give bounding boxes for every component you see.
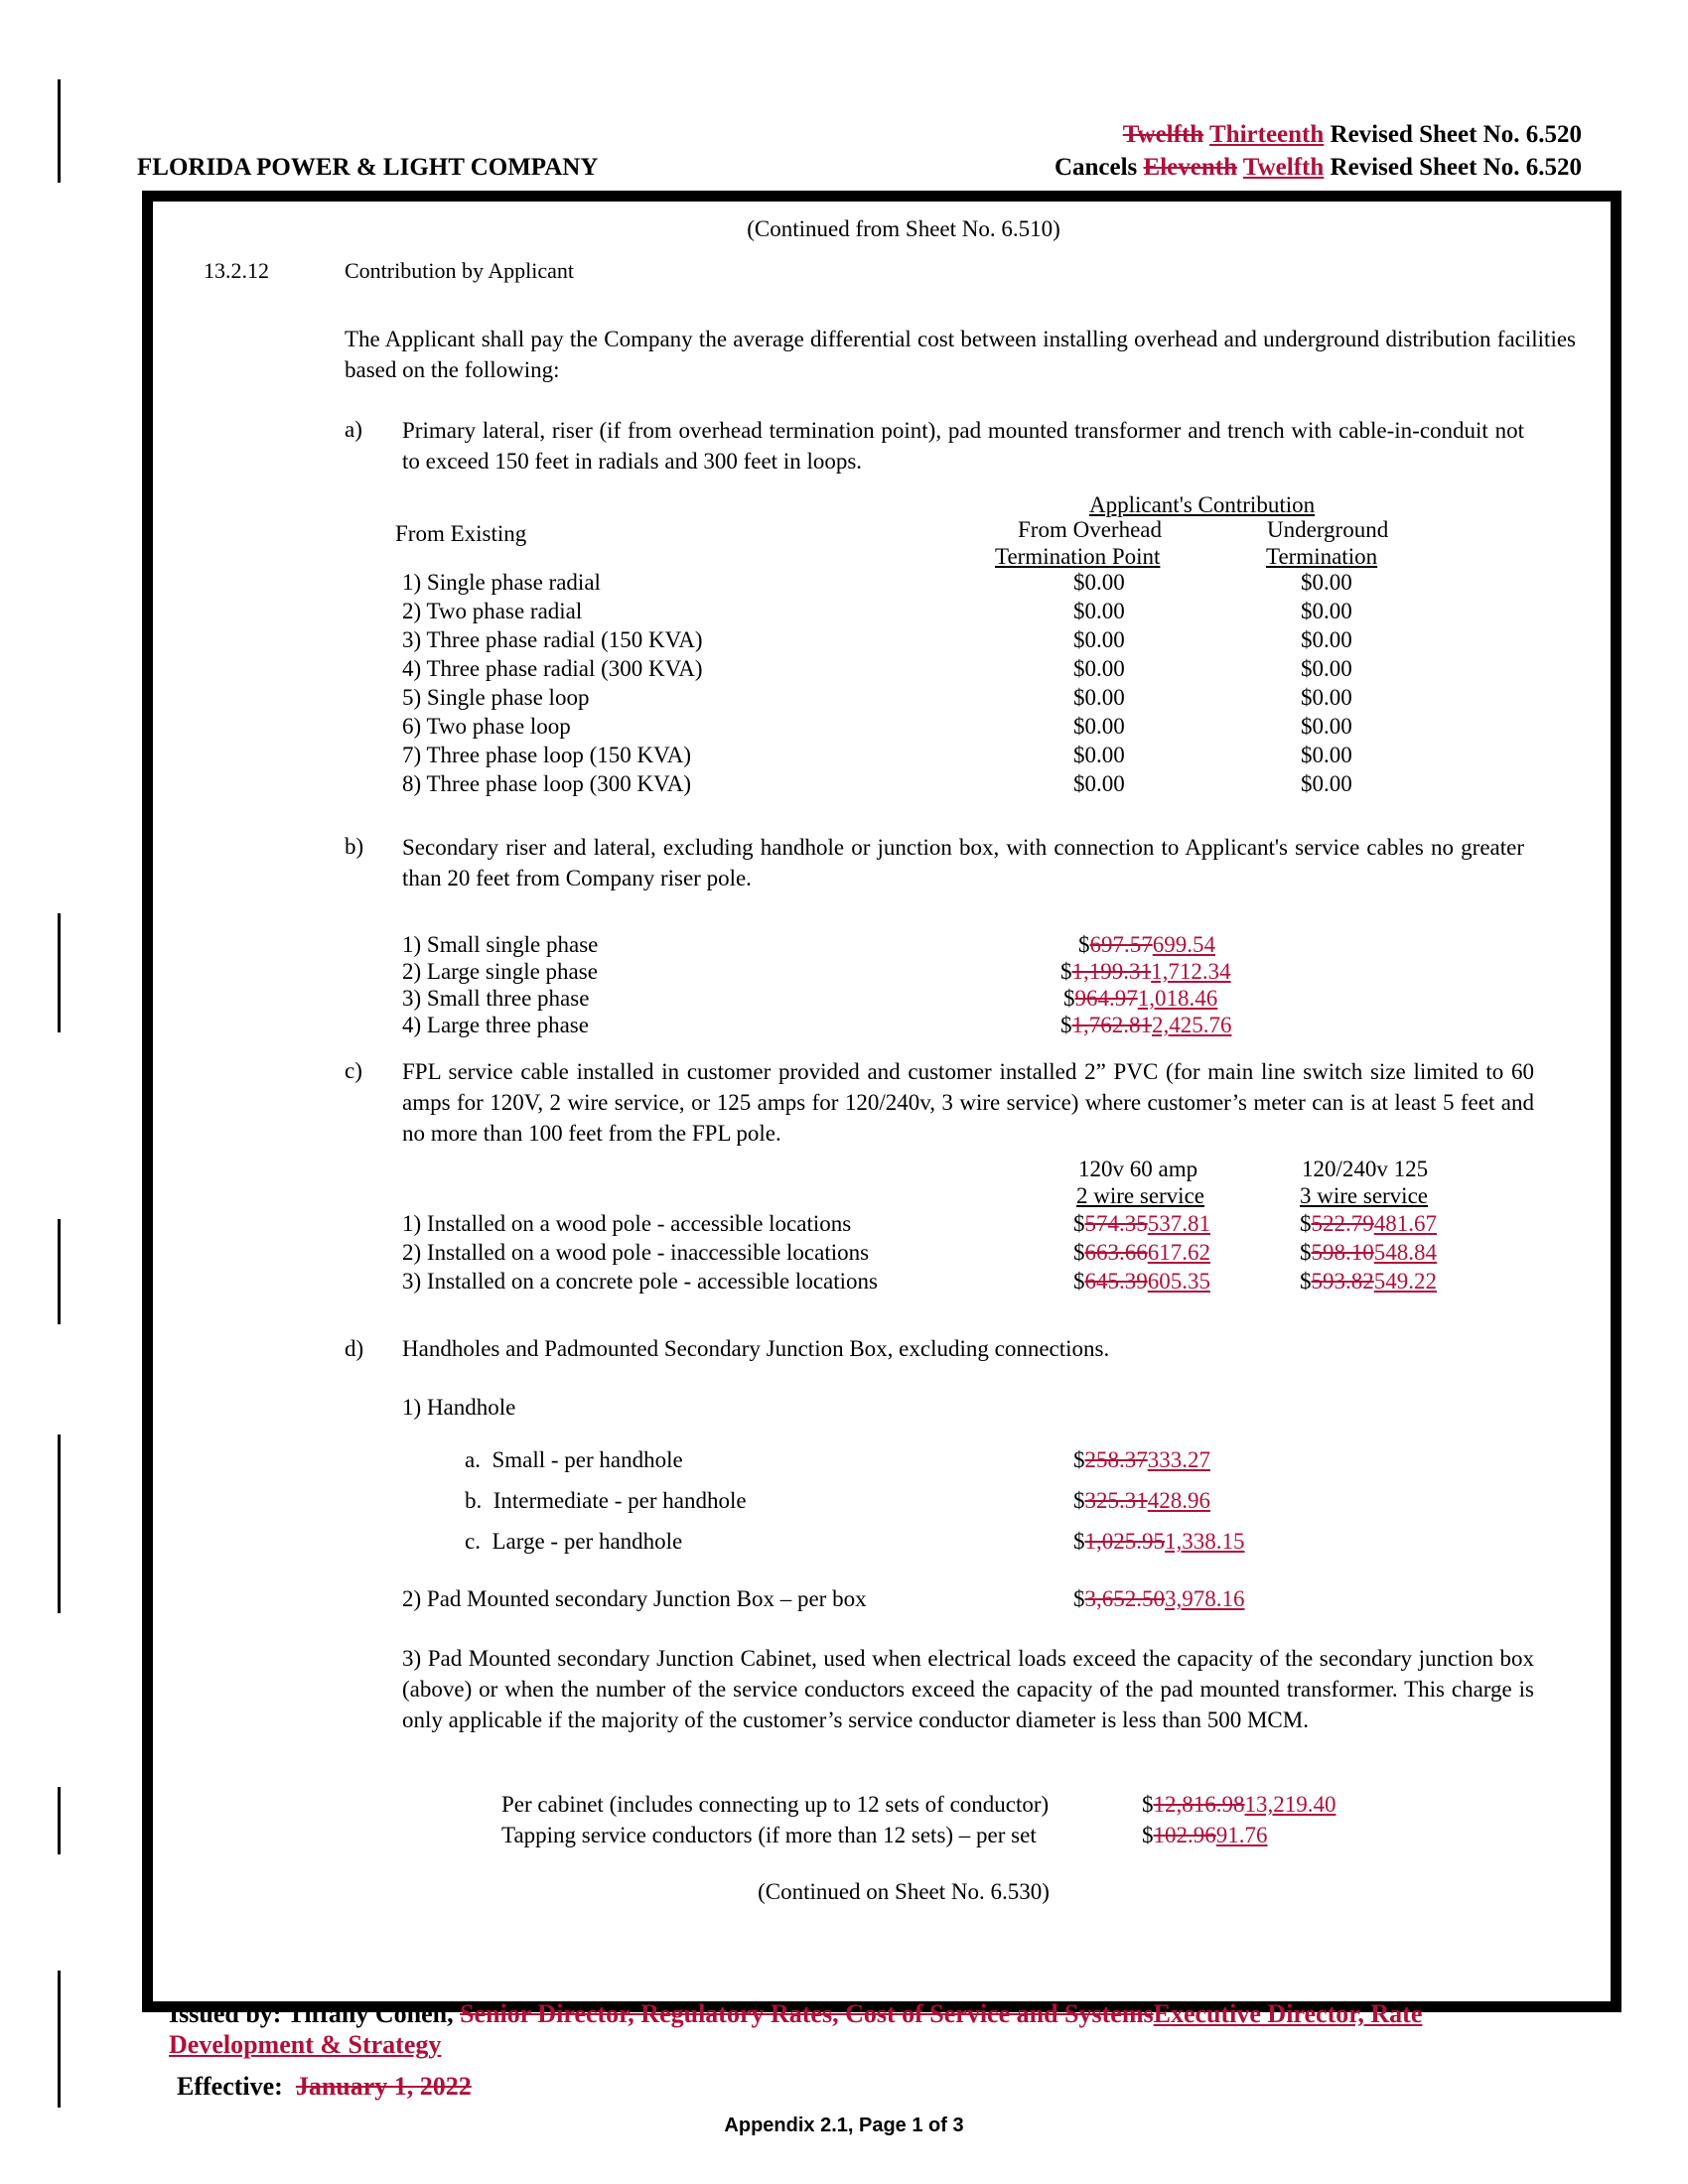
table-row: 3) Installed on a concrete pole - accessible locations <box>402 1269 878 1294</box>
col-overhead-line1: From Overhead <box>1018 517 1162 542</box>
part-a-label: a) <box>345 417 362 442</box>
value-underground: $0.00 <box>1301 685 1352 710</box>
charge-value: $12,816.9813,219.40 <box>1142 1792 1336 1817</box>
cancels-prefix: Cancels <box>1054 154 1138 181</box>
charge-value: $1,199.311,712.34 <box>1060 959 1231 984</box>
list-item: a. Small - per handhole <box>465 1447 683 1472</box>
charge-value: $598.10548.84 <box>1300 1240 1437 1265</box>
value-overhead: $0.00 <box>1073 771 1125 796</box>
sheet-suffix: Revised Sheet No. 6.520 <box>1330 121 1582 148</box>
value-overhead: $0.00 <box>1073 714 1125 739</box>
part-a-text: Primary lateral, riser (if from overhead termination point), pad mounted transformer and trench with cable-in-conduit not to exceed 150 feet in radials and 300 feet in loops. <box>402 418 1524 474</box>
row-label: 3) Three phase radial (150 KVA) <box>402 627 703 652</box>
handhole-title: 1) Handhole <box>402 1395 516 1420</box>
value-overhead: $0.00 <box>1073 685 1125 710</box>
charge-value: $663.66617.62 <box>1073 1240 1210 1265</box>
part-b-label: b) <box>345 834 364 859</box>
charge-value: $522.79481.67 <box>1300 1211 1437 1236</box>
table-row <box>402 685 589 711</box>
col-120v-line1: 120v 60 amp <box>1078 1157 1198 1181</box>
cabinet-text: 3) Pad Mounted secondary Junction Cabinet, used when electrical loads exceed the capacity of the secondary junction box (above) or when the number of the service conductors exceed the capacity of the pad mounted transformer. This charge is only applicable if the majority of the customer’s service conductor diameter is less than 500 MCM. <box>402 1646 1534 1732</box>
col-240v-line1: 120/240v 125 <box>1302 1157 1429 1181</box>
cancels-suffix: Revised Sheet No. 6.520 <box>1330 154 1582 181</box>
issuer-title-old: Senior Director, Regulatory Rates, Cost of Service and Systems <box>460 1999 1154 2028</box>
table-row: 1) Installed on a wood pole - accessible locations <box>402 1211 852 1236</box>
sheet-old: Twelfth <box>1122 121 1204 148</box>
from-existing-heading: From Existing <box>395 521 527 546</box>
charge-value: $697.57699.54 <box>1078 932 1215 957</box>
table-row <box>402 771 691 797</box>
list-item: c. Large - per handhole <box>465 1529 683 1554</box>
sheet-new: Thirteenth <box>1209 121 1325 148</box>
section-title: Contribution by Applicant <box>345 258 574 283</box>
cancels-new: Twelfth <box>1242 154 1325 181</box>
charge-value: $258.37333.27 <box>1073 1447 1210 1472</box>
charge-value: $325.31428.96 <box>1073 1488 1210 1513</box>
row-label: 8) Three phase loop (300 KVA) <box>402 771 692 796</box>
value-underground: $0.00 <box>1301 570 1352 595</box>
col-120v-line2: 2 wire service <box>1076 1183 1204 1208</box>
applicant-contribution-heading: Applicant's Contribution <box>1089 492 1316 517</box>
company-name: FLORIDA POWER & LIGHT COMPANY <box>137 154 599 181</box>
charge-value: $645.39605.35 <box>1073 1269 1210 1294</box>
revision-bar <box>58 1434 61 1613</box>
part-d-text: Handholes and Padmounted Secondary Junction Box, excluding connections. <box>402 1336 1110 1361</box>
table-row <box>402 627 703 653</box>
col-underground-line2: Termination <box>1266 544 1378 569</box>
table-row: 2) Installed on a wood pole - inaccessible locations <box>402 1240 870 1265</box>
value-underground: $0.00 <box>1301 627 1352 652</box>
continued-on: (Continued on Sheet No. 6.530) <box>758 1879 1050 1904</box>
table-row: 2) Large single phase <box>402 959 598 984</box>
row-label: 2) Two phase radial <box>402 599 583 623</box>
table-row: 1) Small single phase <box>402 932 599 957</box>
table-row: 4) Large three phase <box>402 1013 589 1037</box>
charge-value: $593.82549.22 <box>1300 1269 1437 1294</box>
charge-value: $1,025.951,338.15 <box>1073 1529 1245 1554</box>
list-item: b. Intermediate - per handhole <box>465 1488 747 1513</box>
value-overhead: $0.00 <box>1073 570 1125 595</box>
part-d-label: d) <box>345 1336 364 1361</box>
value-overhead: $0.00 <box>1073 627 1125 652</box>
row-label: 5) Single phase loop <box>402 685 590 710</box>
table-row <box>402 570 601 596</box>
revision-bar <box>58 1971 61 2108</box>
revision-bar <box>58 1219 61 1324</box>
col-240v-line2: 3 wire service <box>1300 1183 1428 1208</box>
table-row <box>402 599 582 624</box>
value-overhead: $0.00 <box>1073 656 1125 681</box>
value-overhead: $0.00 <box>1073 743 1125 767</box>
section-intro: The Applicant shall pay the Company the average differential cost between installing overhead and underground distribution facilities based on the following: <box>345 327 1576 382</box>
table-row <box>402 714 571 740</box>
issued-by-label: Issued by: <box>169 1999 282 2028</box>
revision-bar <box>58 1787 61 1854</box>
continued-from: (Continued from Sheet No. 6.510) <box>747 216 1060 241</box>
revision-bar <box>58 913 61 1032</box>
value-underground: $0.00 <box>1301 771 1352 796</box>
table-row: Per cabinet (includes connecting up to 12 sets of conductor) <box>501 1792 1050 1817</box>
junction-box-label: 2) Pad Mounted secondary Junction Box – per box <box>402 1586 867 1611</box>
table-row: Tapping service conductors (if more than 12 sets) – per set <box>501 1823 1037 1847</box>
row-label: 1) Single phase radial <box>402 570 601 595</box>
part-c-text: FPL service cable installed in customer provided and customer installed 2” PVC (for main line switch size limited to 60 amps for 120V, 2 wire service, or 125 amps for 120/240v, 3 wire service) where customer’s meter can is at least 5 feet and no more than 100 feet from the FPL pole. <box>402 1059 1534 1146</box>
issued-by <box>169 1998 1559 2060</box>
issued-by-name: Tiffany Cohen, <box>287 1999 454 2028</box>
value-underground: $0.00 <box>1301 656 1352 681</box>
effective-old: January 1, 2022 <box>295 2072 472 2101</box>
row-label: 7) Three phase loop (150 KVA) <box>402 743 692 767</box>
section-number: 13.2.12 <box>204 258 269 283</box>
charge-value: $102.9691.76 <box>1142 1823 1268 1847</box>
table-row <box>402 743 691 768</box>
table-row <box>402 656 703 682</box>
issuer-title-new: Executive Director, Rate Development & Strategy <box>169 1999 1423 2059</box>
part-b-text: Secondary riser and lateral, excluding handhole or junction box, with connection to Applicant's service cables no greater than 20 feet from Company riser pole. <box>402 835 1524 890</box>
effective-label: Effective: <box>177 2072 283 2101</box>
value-underground: $0.00 <box>1301 599 1352 623</box>
charge-value: $574.35537.81 <box>1073 1211 1210 1236</box>
charge-value: $1,762.812,425.76 <box>1060 1013 1232 1037</box>
value-underground: $0.00 <box>1301 714 1352 739</box>
value-overhead: $0.00 <box>1073 599 1125 623</box>
table-row: 3) Small three phase <box>402 986 590 1011</box>
row-label: 4) Three phase radial (300 KVA) <box>402 656 703 681</box>
cancels-sheet <box>1055 154 1582 182</box>
charge-value: $964.971,018.46 <box>1063 986 1218 1011</box>
col-underground-line1: Underground <box>1267 517 1389 542</box>
appendix-label: Appendix 2.1, Page 1 of 3 <box>724 2115 964 2136</box>
revision-bar <box>58 79 61 183</box>
row-label: 6) Two phase loop <box>402 714 571 739</box>
effective-date <box>177 2072 472 2102</box>
cancels-old: Eleventh <box>1143 154 1237 181</box>
sheet-number <box>1123 121 1582 149</box>
col-overhead-line2: Termination Point <box>995 544 1161 569</box>
part-c-label: c) <box>345 1058 362 1083</box>
value-underground: $0.00 <box>1301 743 1352 767</box>
charge-value: $3,652.503,978.16 <box>1073 1586 1245 1611</box>
